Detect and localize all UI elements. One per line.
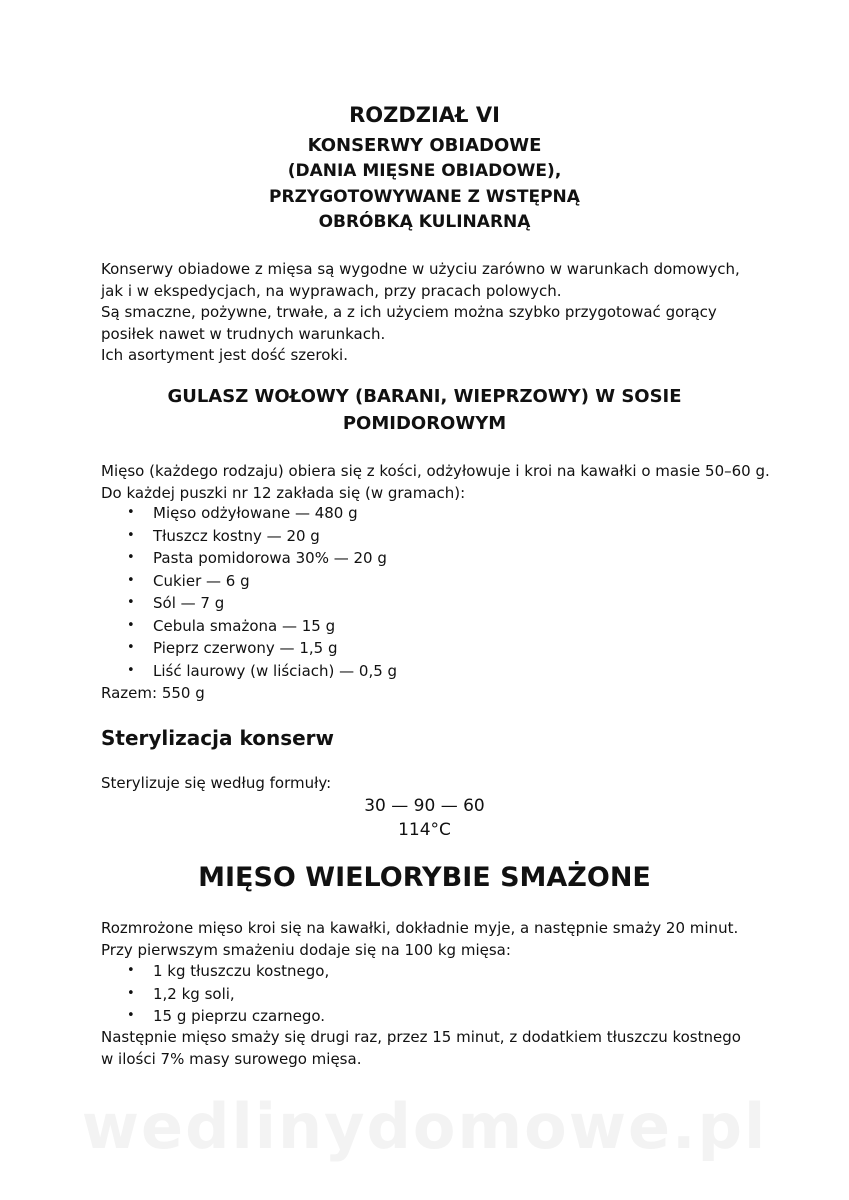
sterilization-text: Sterylizuje się według formuły: bbox=[101, 774, 332, 792]
list-item: • Sól — 7 g bbox=[101, 592, 397, 615]
sterilization-title: Sterylizacja konserw bbox=[101, 726, 334, 750]
intro-line: posiłek nawet w trudnych warunkach. bbox=[101, 324, 386, 343]
whale-ingredient-list bbox=[101, 960, 329, 1028]
gulasz-title bbox=[0, 383, 849, 437]
whale-text-line: Przy pierwszym smażeniu dodaje się na 100 kg mięsa: bbox=[101, 940, 511, 959]
gulasz-title-line: GULASZ WOŁOWY (BARANI, WIEPRZOWY) W SOSIE bbox=[167, 386, 682, 407]
gulasz-text-line: Mięso (każdego rodzaju) obiera się z kości, odżyłowuje i kroi na kawałki o masie 50–60 g. bbox=[101, 462, 770, 480]
chapter-subtitle-line: PRZYGOTOWYWANE Z WSTĘPNĄ bbox=[269, 187, 580, 207]
whale-title: MIĘSO WIELORYBIE SMAŻONE bbox=[198, 862, 651, 893]
intro-line: Ich asortyment jest dość szeroki. bbox=[101, 346, 348, 364]
whale-closing-paragraph bbox=[101, 1027, 761, 1070]
chapter-subtitle-line: (DANIA MIĘSNE OBIADOWE), bbox=[287, 161, 562, 181]
whale-paragraph bbox=[101, 918, 761, 961]
intro-paragraph bbox=[101, 259, 761, 367]
gulasz-text-line: Do każdej puszki nr 12 zakłada się (w gramach): bbox=[101, 483, 466, 502]
bullet-icon: • bbox=[127, 985, 135, 1001]
bullet-icon: • bbox=[127, 505, 135, 520]
list-item: • 15 g pieprzu czarnego. bbox=[101, 1005, 329, 1028]
intro-line: Konserwy obiadowe z mięsa są wygodne w użyciu zarówno w warunkach domowych, bbox=[101, 260, 740, 278]
whale-closing-line: Następnie mięso smaży się drugi raz, przez 15 minut, z dodatkiem tłuszczu kostnego bbox=[101, 1028, 741, 1046]
list-item: • 1,2 kg soli, bbox=[101, 983, 329, 1006]
bullet-icon: • bbox=[127, 527, 135, 543]
whale-closing-line: w ilości 7% masy surowego mięsa. bbox=[101, 1049, 362, 1068]
bullet-icon: • bbox=[127, 595, 135, 610]
gulasz-paragraph bbox=[101, 461, 770, 504]
gulasz-title-line: POMIDOROWYM bbox=[342, 413, 507, 434]
bullet-icon: • bbox=[127, 662, 135, 678]
list-item: • Pasta pomidorowa 30% — 20 g bbox=[101, 547, 397, 570]
list-item: • Tłuszcz kostny — 20 g bbox=[101, 525, 397, 548]
bullet-icon: • bbox=[127, 963, 135, 978]
whale-text-line: Rozmrożone mięso kroi się na kawałki, dokładnie myje, a następnie smaży 20 minut. bbox=[101, 919, 739, 937]
list-item: • Cukier — 6 g bbox=[101, 570, 397, 593]
list-item: • 1 kg tłuszczu kostnego, bbox=[101, 960, 329, 983]
list-item: • Mięso odżyłowane — 480 g bbox=[101, 502, 397, 525]
list-item: • Pieprz czerwony — 1,5 g bbox=[101, 637, 397, 660]
chapter-subtitle-line: OBRÓBKĄ KULINARNĄ bbox=[318, 212, 531, 232]
sterilization-temperature: 114°C bbox=[398, 820, 451, 840]
sterilization-formula: 30 — 90 — 60 bbox=[364, 796, 485, 816]
gulasz-ingredient-list bbox=[101, 502, 397, 682]
list-item: • Liść laurowy (w liściach) — 0,5 g bbox=[101, 660, 397, 683]
list-item: • Cebula smażona — 15 g bbox=[101, 615, 397, 638]
bullet-icon: • bbox=[127, 572, 135, 588]
bullet-icon: • bbox=[127, 1008, 135, 1023]
chapter-subtitle-line: KONSERWY OBIADOWE bbox=[307, 135, 542, 156]
intro-line: jak i w ekspedycjach, na wyprawach, przy pracach polowych. bbox=[101, 281, 562, 300]
chapter-title: ROZDZIAŁ VI bbox=[349, 103, 500, 127]
bullet-icon: • bbox=[127, 617, 135, 633]
bullet-icon: • bbox=[127, 640, 135, 655]
bullet-icon: • bbox=[127, 550, 135, 565]
watermark: wedlinydomowe.pl bbox=[81, 1090, 768, 1163]
gulasz-total: Razem: 550 g bbox=[101, 684, 205, 702]
intro-line: Są smaczne, pożywne, trwałe, a z ich użyciem można szybko przygotować gorący bbox=[101, 303, 717, 321]
